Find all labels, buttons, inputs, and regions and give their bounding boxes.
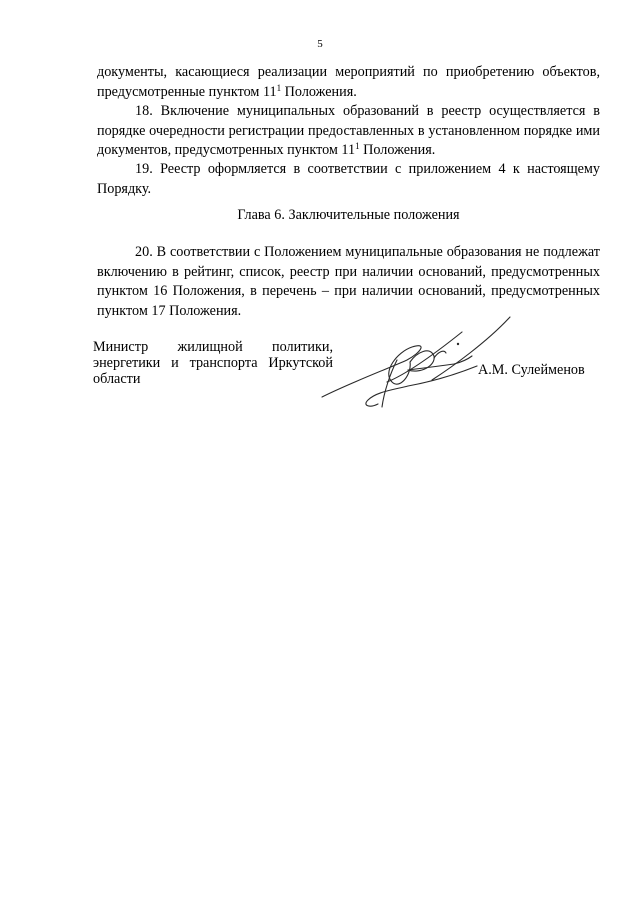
paragraph-text: 18. Включение муниципальных образований в реестр осуществляется в порядке очередности регистрации предоставленных в установленном порядке ими документов, предусмотренных пунктом 11	[97, 103, 600, 158]
chapter-heading: Глава 6. Заключительные положения	[237, 207, 460, 223]
paragraph-continuation	[97, 63, 600, 102]
paragraph-18	[97, 102, 600, 161]
paragraph-text: 19. Реестр оформляется в соответствии с приложением 4 к настоящему Порядку.	[97, 161, 600, 197]
signatory-position	[93, 339, 333, 387]
paragraph-19	[97, 160, 600, 199]
position-line-3: области	[93, 371, 141, 387]
position-line-1: Министр жилищной политики,	[93, 339, 333, 355]
paragraph-text: документы, касающиеся реализации мероприятий по приобретению объектов, предусмотренные пунктом 11	[97, 64, 600, 100]
superscript: 1	[276, 82, 282, 93]
page-number: 5	[317, 38, 323, 50]
paragraph-text: 20. В соответствии с Положением муниципальные образования не подлежат включению в рейтинг, список, реестр при наличии оснований, предусмотренных пунктом 16 Положения, в перечень – при наличии оснований, предусмотренных пунктом 17 Положения.	[97, 244, 600, 319]
signer-name: А.М. Сулейменов	[478, 362, 585, 378]
paragraph-text: Положения.	[281, 83, 357, 100]
superscript: 1	[355, 141, 360, 151]
position-line-2: энергетики и транспорта Иркутской	[93, 355, 333, 371]
paragraph-20	[97, 243, 600, 321]
paragraph-text: Положения.	[359, 142, 436, 158]
